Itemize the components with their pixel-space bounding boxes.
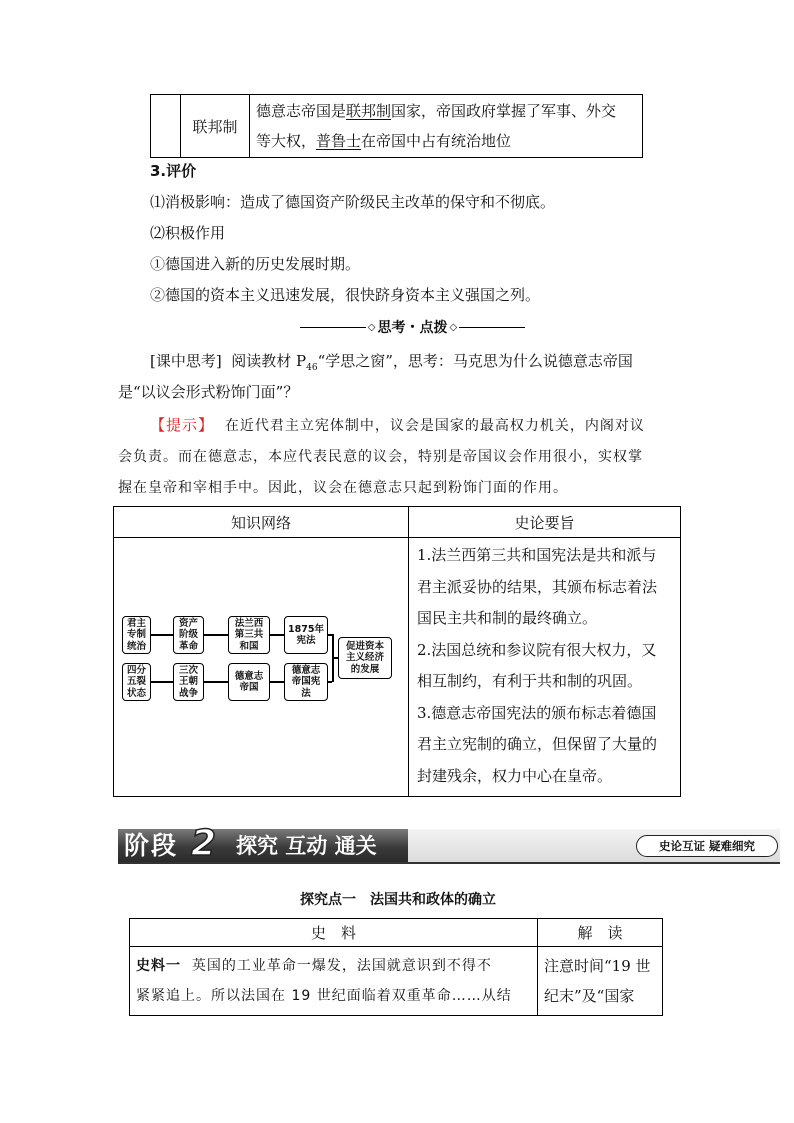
divider-title: 思考・点拨 xyxy=(377,320,448,336)
stage-banner-underline xyxy=(118,862,780,864)
key-point-line: 2.法国总统和参议院有很大权力，又 xyxy=(417,640,657,659)
connector xyxy=(268,681,284,683)
divider-line-right xyxy=(459,327,525,328)
connector xyxy=(202,681,228,683)
evaluation-item: ⑴消极影响：造成了德国资产阶级民主改革的保守和不彻底。 xyxy=(150,193,556,211)
prussia-term: 普鲁士 xyxy=(316,132,362,150)
concept-node: 四分 五裂 状态 xyxy=(122,663,151,701)
concept-node: 君主 专制 统治 xyxy=(122,616,151,654)
federal-label: 联邦制 xyxy=(192,117,238,136)
connector xyxy=(202,634,228,636)
federal-table xyxy=(150,94,643,158)
source-line1: 史料一 英国的工业革命一爆发，法国就意识到不得不 xyxy=(136,958,492,974)
reading-line2: 纪末”及“国家 xyxy=(544,987,635,1005)
reading-cell xyxy=(538,947,663,1016)
federal-desc-line1: 德意志帝国是联邦制国家，帝国政府掌握了军事、外交 xyxy=(256,102,617,120)
connector xyxy=(268,634,284,636)
inquiry-table xyxy=(129,918,663,1016)
key-point-line: 国民主共和制的最终确立。 xyxy=(417,609,598,627)
divider-line-left xyxy=(300,327,366,328)
source-line2: 紧紧追上。所以法国在 19 世纪面临着双重革命……从结 xyxy=(136,988,512,1004)
federal-label-cell xyxy=(181,95,250,158)
stage-tag: 史论互证 疑难细究 xyxy=(636,835,778,857)
key-point-line: 封建残余，权力中心在皇帝。 xyxy=(417,766,613,785)
evaluation-item: ⑵积极作用 xyxy=(150,224,226,242)
concept-map xyxy=(114,538,406,788)
header-key-points: 史论要旨 xyxy=(409,507,681,538)
concept-node: 资产 阶级 革命 xyxy=(173,616,204,654)
key-point-line: 君主立宪制的确立，但保留了大量的 xyxy=(417,735,658,753)
think-tag: [课中思考] xyxy=(150,352,222,370)
header-knowledge-network: 知识网络 xyxy=(114,507,409,538)
diamond-icon: ◇ xyxy=(367,321,376,333)
hint-line2: 会负责。而在德意志，本应代表民意的议会，特别是帝国议会作用很小，实权掌 xyxy=(118,449,643,465)
diamond-icon: ◇ xyxy=(449,321,458,333)
evaluation-item: ②德国的资本主义迅速发展，很快跻身资本主义强国之列。 xyxy=(150,286,541,304)
concept-node: 德意志 帝国 xyxy=(228,663,270,701)
key-point-line: 1.法兰西第三共和国宪法是共和派与 xyxy=(417,546,657,564)
reading-line1: 注意时间“19 世 xyxy=(544,957,651,975)
federal-term: 联邦制 xyxy=(346,102,392,120)
hint-line1: 【提示】 在近代君主立宪体制中，议会是国家的最高权力机关，内阁对议 xyxy=(150,416,645,434)
key-points-cell xyxy=(409,538,681,797)
source-label: 史料一 xyxy=(136,958,181,974)
connector xyxy=(149,681,173,683)
hint-label: 【提示】 xyxy=(150,416,215,434)
concept-node: 1875年 宪法 xyxy=(284,616,328,654)
stage-word: 阶段 xyxy=(124,831,179,860)
source-cell xyxy=(130,947,538,1016)
federal-desc-line2: 等大权，普鲁士在帝国中占有统治地位 xyxy=(256,132,512,150)
concept-node: 三次 王朝 战争 xyxy=(173,663,204,701)
concept-map-cell xyxy=(114,538,409,797)
key-point-line: 君主派妥协的结果，其颁布标志着法 xyxy=(417,577,658,596)
think-divider xyxy=(300,316,525,338)
summary-table xyxy=(113,506,681,797)
think-question-line2: 是“以议会形式粉饰门面”？ xyxy=(118,383,299,401)
inquiry-title: 探究点一 法国共和政体的确立 xyxy=(300,892,496,908)
think-question-line1: [课中思考] 阅读教材 $P_{46}“$学思之窗”，思考：马克思为什么说德意志帝国 xyxy=(150,352,633,373)
connector xyxy=(149,634,173,636)
page-subscript: 46 xyxy=(306,363,318,373)
header-source: 史 料 xyxy=(130,919,538,947)
header-reading: 解 读 xyxy=(538,919,663,947)
evaluation-item: ①德国进入新的历史发展时期。 xyxy=(150,255,361,273)
key-point-line: 相互制约，有利于共和制的巩固。 xyxy=(417,672,643,690)
hint-line3: 握在皇帝和宰相手中。因此，议会在德意志只起到粉饰门面的作用。 xyxy=(118,480,568,496)
federal-desc-cell xyxy=(250,95,643,158)
stage-title: 探究 互动 通关 xyxy=(236,833,377,858)
key-point-line: 3.德意志帝国宪法的颁布标志着德国 xyxy=(417,703,657,722)
federal-empty-cell xyxy=(151,95,181,158)
stage-number: 2 xyxy=(191,823,217,864)
evaluation-heading: 3.评价 xyxy=(150,162,197,180)
concept-node: 法兰西 第三共 和国 xyxy=(228,616,270,654)
concept-node: 德意志 帝国宪 法 xyxy=(284,663,328,701)
concept-result-node: 促进资本 主义经济 的发展 xyxy=(338,637,392,679)
